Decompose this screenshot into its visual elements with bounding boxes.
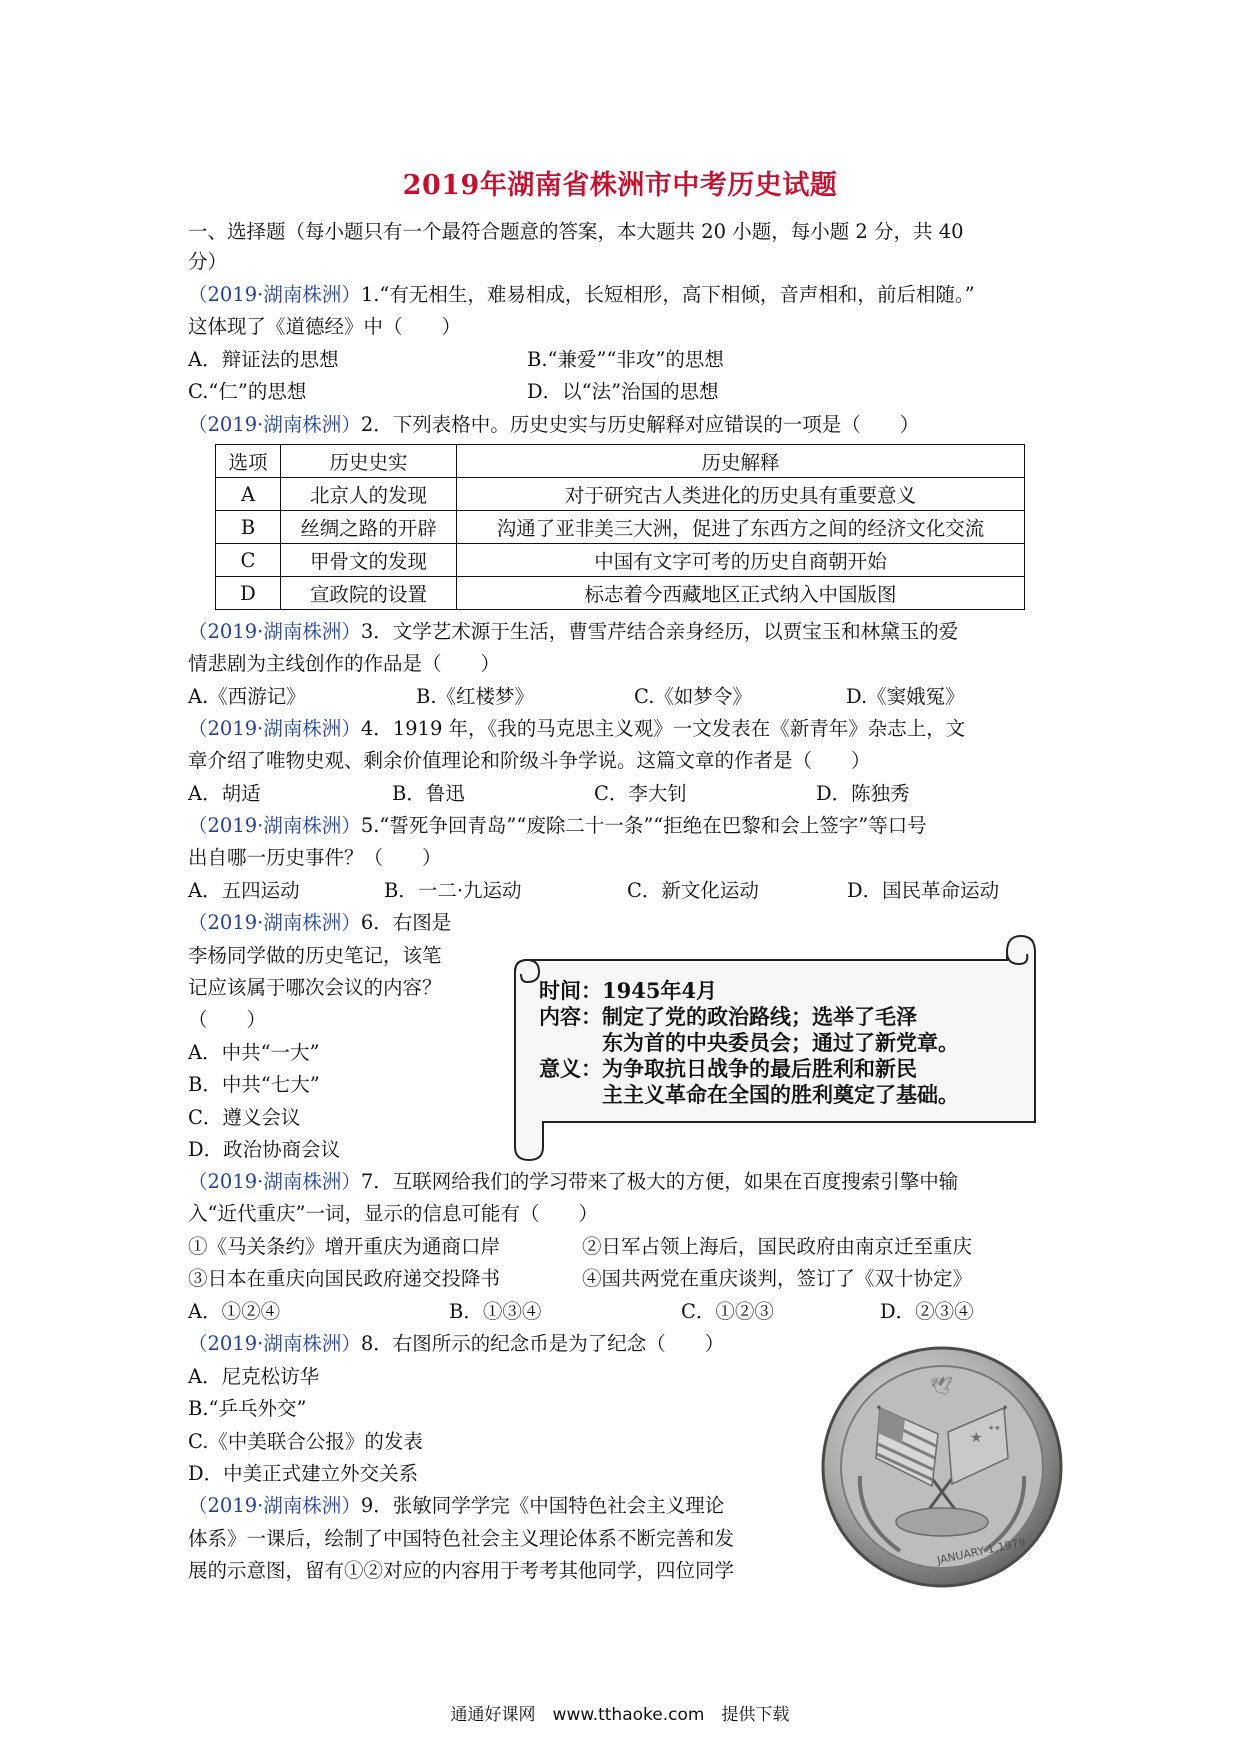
q1-option-b: B.“兼爱”“非攻”的思想 <box>527 348 724 371</box>
question-7-cont: 入“近代重庆”一词，显示的信息可能有（ ） <box>188 1202 598 1225</box>
page-footer: 通通好课网 www.tthaoke.com 提供下载 <box>450 1705 790 1725</box>
table-cell: 丝绸之路的开辟 <box>281 511 457 544</box>
history-table <box>215 444 1025 610</box>
question-4: （2019·湖南株洲）4．1919 年，《我的马克思主义观》一文发表在《新青年》杂志上，文 <box>188 717 966 740</box>
table-cell: 沟通了亚非美三大洲，促进了东西方之间的经济文化交流 <box>457 511 1025 544</box>
note-line: 内容：制定了党的政治路线；选举了毛泽 <box>539 1004 917 1029</box>
q3-option-b: B.《红楼梦》 <box>416 685 535 708</box>
question-9-cont: 体系》一课后，绘制了中国特色社会主义理论体系不断完善和发 <box>188 1527 735 1550</box>
q7-option-a: A．①②④ <box>188 1300 281 1323</box>
question-8: （2019·湖南株洲）8．右图所示的纪念币是为了纪念（ ） <box>188 1332 725 1355</box>
question-source: （2019·湖南株洲） <box>188 283 361 306</box>
q3-option-c: C.《如梦令》 <box>634 685 752 708</box>
q8-option-c: C.《中美联合公报》的发表 <box>188 1430 423 1453</box>
star-icon: ★★ <box>988 1424 1001 1432</box>
question-6: （2019·湖南株洲）6．右图是 <box>188 911 452 934</box>
q1-option-a: A．辩证法的思想 <box>188 348 339 371</box>
q6-option-d: D．政治协商会议 <box>188 1138 341 1161</box>
table-cell: 对于研究古人类进化的历史具有重要意义 <box>457 478 1025 511</box>
table-header: 历史解释 <box>457 445 1025 478</box>
q7-option-c: C．①②③ <box>681 1300 774 1323</box>
star-icon: ★ <box>970 1430 983 1446</box>
q8-option-b: B.“乒乓外交” <box>188 1397 307 1420</box>
q8-option-a: A．尼克松访华 <box>188 1365 320 1388</box>
table-cell: 中国有文字可考的历史自商朝开始 <box>457 544 1025 577</box>
table-cell: 标志着今西藏地区正式纳入中国版图 <box>457 577 1025 610</box>
note-line: 主主义革命在全国的胜利奠定了基础。 <box>602 1082 959 1107</box>
q7-statement-2: ②日军占领上海后，国民政府由南京迁至重庆 <box>582 1235 973 1258</box>
question-1: （2019·湖南株洲）1.“有无相生，难易相成，长短相形，高下相倾，音声相和，前后相随。” <box>188 283 975 306</box>
table-cell: 北京人的发现 <box>281 478 457 511</box>
q5-option-d: D．国民革命运动 <box>847 879 1000 902</box>
note-line: 东为首的中央委员会；通过了新党章。 <box>602 1030 959 1055</box>
q7-option-d: D．②③④ <box>880 1300 974 1323</box>
table-cell: 宣政院的设置 <box>281 577 457 610</box>
question-5-cont: 出自哪一历史事件？（ ） <box>188 846 442 869</box>
table-cell: A <box>216 478 281 511</box>
question-7: （2019·湖南株洲）7．互联网给我们的学习带来了极大的方便，如果在百度搜索引擎中输 <box>188 1170 959 1193</box>
table-header-row <box>216 445 1025 478</box>
q1-option-d: D．以“法”治国的思想 <box>527 380 719 403</box>
q4-option-c: C．李大钊 <box>594 782 687 805</box>
table-cell: B <box>216 511 281 544</box>
q7-statement-3: ③日本在重庆向国民政府递交投降书 <box>188 1267 501 1290</box>
question-6-cont: 李杨同学做的历史笔记，该笔 <box>188 944 442 967</box>
q6-option-c: C．遵义会议 <box>188 1106 301 1129</box>
question-9: （2019·湖南株洲）9．张敏同学学完《中国特色社会主义理论 <box>188 1494 725 1517</box>
table-row <box>216 478 1025 511</box>
q7-option-b: B．①③④ <box>449 1300 542 1323</box>
question-6-cont: 记应该属于哪次会议的内容？ <box>188 976 442 999</box>
question-4-cont: 章介绍了唯物史观、剩余价值理论和阶级斗争学说。这篇文章的作者是（ ） <box>188 749 871 772</box>
q5-option-b: B．一二·九运动 <box>384 879 522 902</box>
q5-option-a: A．五四运动 <box>188 879 300 902</box>
table-header: 历史史实 <box>281 445 457 478</box>
question-3: （2019·湖南株洲）3．文学艺术源于生活，曹雪芹结合亲身经历，以贾宝玉和林黛玉的爱 <box>188 620 959 643</box>
section-heading-cont: 分） <box>188 250 228 273</box>
q6-option-a: A．中共“一大” <box>188 1041 320 1064</box>
q8-option-d: D．中美正式建立外交关系 <box>188 1462 419 1485</box>
q6-option-b: B．中共“七大” <box>188 1073 320 1096</box>
handshake-icon <box>896 1508 988 1536</box>
table-row <box>216 577 1025 610</box>
question-2: （2019·湖南株洲）2．下列表格中。历史史实与历史解释对应错误的一项是（ ） <box>188 413 920 436</box>
table-header: 选项 <box>216 445 281 478</box>
history-note-scroll-figure <box>497 922 1049 1162</box>
dove-icon: 🕊 <box>930 1376 953 1397</box>
table-cell: D <box>216 577 281 610</box>
note-line: 意义：为争取抗日战争的最后胜利和新民 <box>539 1056 917 1081</box>
section-heading: 一、选择题（每小题只有一个最符合题意的答案，本大题共 20 小题，每小题 2 分，共 40 <box>188 220 964 243</box>
question-6-cont: （ ） <box>188 1008 267 1031</box>
table-cell: 甲骨文的发现 <box>281 544 457 577</box>
q4-option-d: D．陈独秀 <box>816 782 910 805</box>
q4-option-a: A．胡适 <box>188 782 261 805</box>
question-9-cont: 展的示意图，留有①②对应的内容用于考考其他同学，四位同学 <box>188 1559 735 1582</box>
commemorative-coin-image <box>820 1346 1065 1588</box>
table-row <box>216 544 1025 577</box>
question-1-cont: 这体现了《道德经》中（ ） <box>188 315 462 338</box>
q3-option-d: D.《窦娥冤》 <box>846 685 965 708</box>
note-line: 时间：1945年4月 <box>539 978 718 1003</box>
table-cell: C <box>216 544 281 577</box>
question-5: （2019·湖南株洲）5.“誓死争回青岛”“废除二十一条”“拒绝在巴黎和会上签字”等口号 <box>188 814 927 837</box>
coin-inscription: JANUARY 1,1979 <box>935 1535 1027 1567</box>
q3-option-a: A.《西游记》 <box>188 685 306 708</box>
q5-option-c: C．新文化运动 <box>627 879 759 902</box>
q7-statement-4: ④国共两党在重庆谈判，签订了《双十协定》 <box>582 1267 973 1290</box>
page-title: 2019年湖南省株洲市中考历史试题 <box>402 170 838 201</box>
question-3-cont: 情悲剧为主线创作的作品是（ ） <box>188 652 501 675</box>
q7-statement-1: ①《马关条约》增开重庆为通商口岸 <box>188 1235 501 1258</box>
q1-option-c: C.“仁”的思想 <box>188 380 307 403</box>
q4-option-b: B．鲁迅 <box>392 782 465 805</box>
table-row <box>216 511 1025 544</box>
